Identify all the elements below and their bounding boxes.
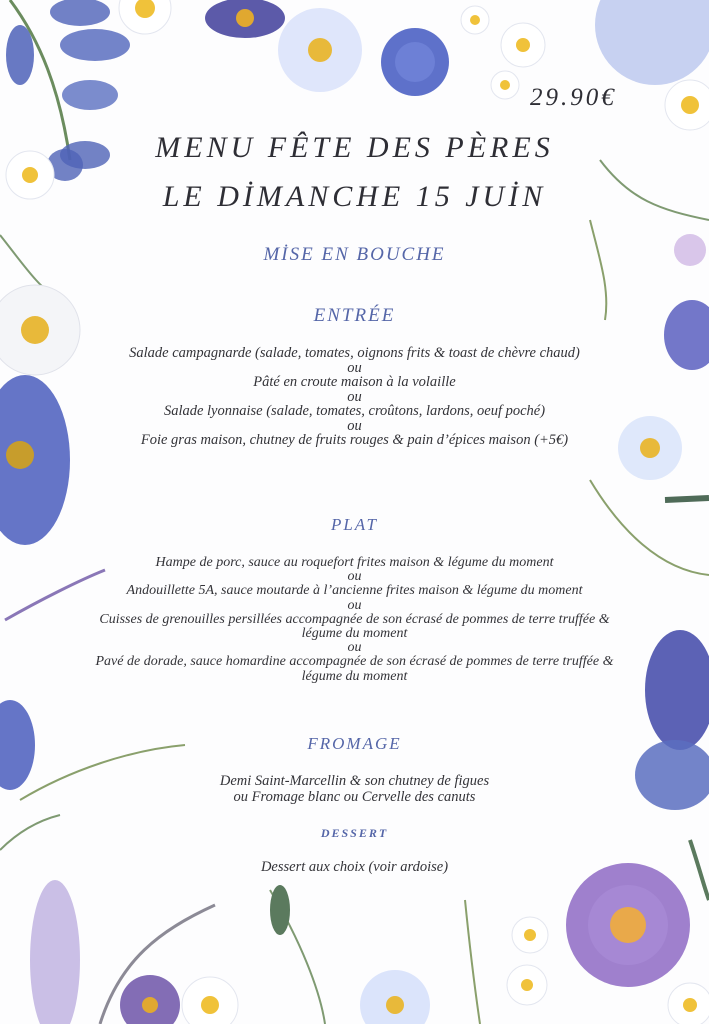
dessert-list <box>80 860 629 875</box>
menu-price: 29.90€ <box>530 84 617 111</box>
list-item: Hampe de porc, sauce au roquefort frites maison & légume du moment <box>155 555 554 570</box>
fromage-heading: FROMAGE <box>307 734 402 753</box>
or-separator: ou <box>347 417 362 434</box>
list-item: Salade lyonnaise (salade, tomates, croûtons, lardons, oeuf poché) <box>163 403 546 419</box>
menu-date: LE DİMANCHE 15 JUİN <box>162 180 547 213</box>
list-item: Dessert aux choix (voir ardoise) <box>260 859 449 875</box>
list-item: Demi Saint-Marcellin & son chutney de figues <box>219 773 490 789</box>
entree-heading: ENTRÉE <box>313 305 396 326</box>
list-item: Foie gras maison, chutney de fruits rouges & pain d’épices maison (+5€) <box>140 432 569 448</box>
or-separator: ou <box>347 359 362 376</box>
or-separator: ou <box>347 640 362 656</box>
menu-title: MENU FÊTE DES PÈRES <box>155 131 554 164</box>
list-item: Pâté en croute maison à la volaille <box>253 374 456 390</box>
fromage-list <box>80 773 629 805</box>
plat-heading: PLAT <box>330 515 379 534</box>
list-item: ou Fromage blanc ou Cervelle des canuts <box>233 789 476 805</box>
list-item: Andouillette 5A, sauce moutarde à l’ancienne frites maison & légume du moment <box>126 583 583 599</box>
or-separator: ou <box>347 569 362 585</box>
entree-list <box>80 346 629 448</box>
list-item: Pavé de dorade, sauce homardine accompagnée de son écrasé de pommes de terre truffée & légume du moment <box>95 654 614 684</box>
or-separator: ou <box>347 388 362 405</box>
dessert-heading: DESSERT <box>320 826 389 840</box>
list-item: Cuisses de grenouilles persillées accompagnée de son écrasé de pommes de terre truffée & légume du moment <box>99 611 610 642</box>
plat-list <box>90 556 619 684</box>
list-item: Salade campagnarde (salade, tomates, oignons frits & toast de chèvre chaud) <box>129 345 580 361</box>
mise-en-bouche-heading: MİSE EN BOUCHE <box>263 244 446 265</box>
or-separator: ou <box>347 597 362 613</box>
